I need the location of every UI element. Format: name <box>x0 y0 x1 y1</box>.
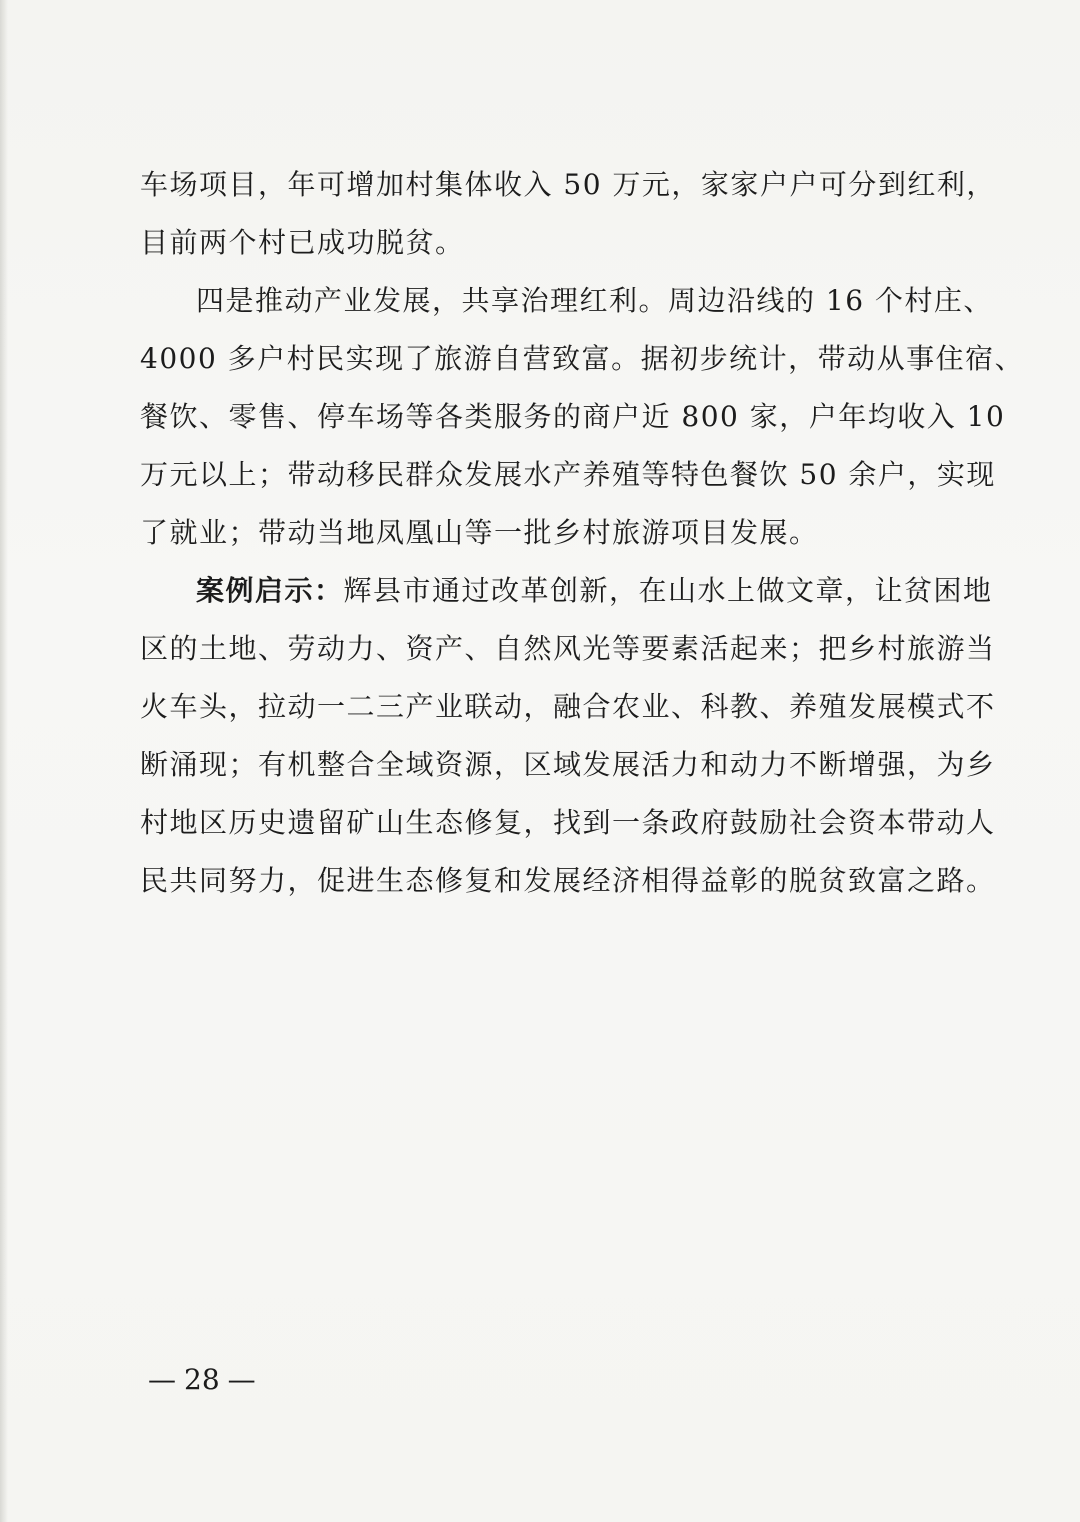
text-line: 了就业；带动当地凤凰山等一批乡村旅游项目发展。 <box>140 516 819 549</box>
text-line: 村地区历史遗留矿山生态修复，找到一条政府鼓励社会资本带动人 <box>140 806 996 839</box>
text-line: 目前两个村已成功脱贫。 <box>140 226 465 259</box>
text-line: 4000 多户村民实现了旅游自营致富。据初步统计，带动从事住宿、 <box>140 342 1025 375</box>
scan-edge-shadow <box>0 0 8 1522</box>
text-line: 车场项目，年可增加村集体收入 50 万元，家家户户可分到红利， <box>140 168 996 201</box>
text-line: 万元以上；带动移民群众发展水产养殖等特色餐饮 50 余户，实现 <box>140 458 996 491</box>
text-line: 民共同努力，促进生态修复和发展经济相得益彰的脱贫致富之路。 <box>140 864 996 897</box>
case-insight-label: 案例启示： <box>196 574 344 607</box>
page-number-value: 28 <box>184 1363 220 1396</box>
text-line: 断涌现；有机整合全域资源，区域发展活力和动力不断增强，为乡 <box>140 748 996 781</box>
text-line: 餐饮、零售、停车场等各类服务的商户近 800 家，户年均收入 10 <box>140 400 1006 433</box>
case-insight-line <box>140 562 993 620</box>
text-line: 区的土地、劳动力、资产、自然风光等要素活起来；把乡村旅游当 <box>140 632 996 665</box>
page-number-dash-left: — <box>148 1363 176 1396</box>
case-insight-text: 辉县市通过改革创新，在山水上做文章，让贫困地 <box>343 574 993 607</box>
page-number-dash-right: — <box>227 1363 256 1396</box>
paragraph-four-start: 四是推动产业发展，共享治理红利。周边沿线的 16 个村庄、 <box>196 284 993 317</box>
page-number <box>140 1360 264 1400</box>
text-line: 火车头，拉动一二三产业联动，融合农业、科教、养殖发展模式不 <box>140 690 996 723</box>
document-body <box>140 156 1025 910</box>
